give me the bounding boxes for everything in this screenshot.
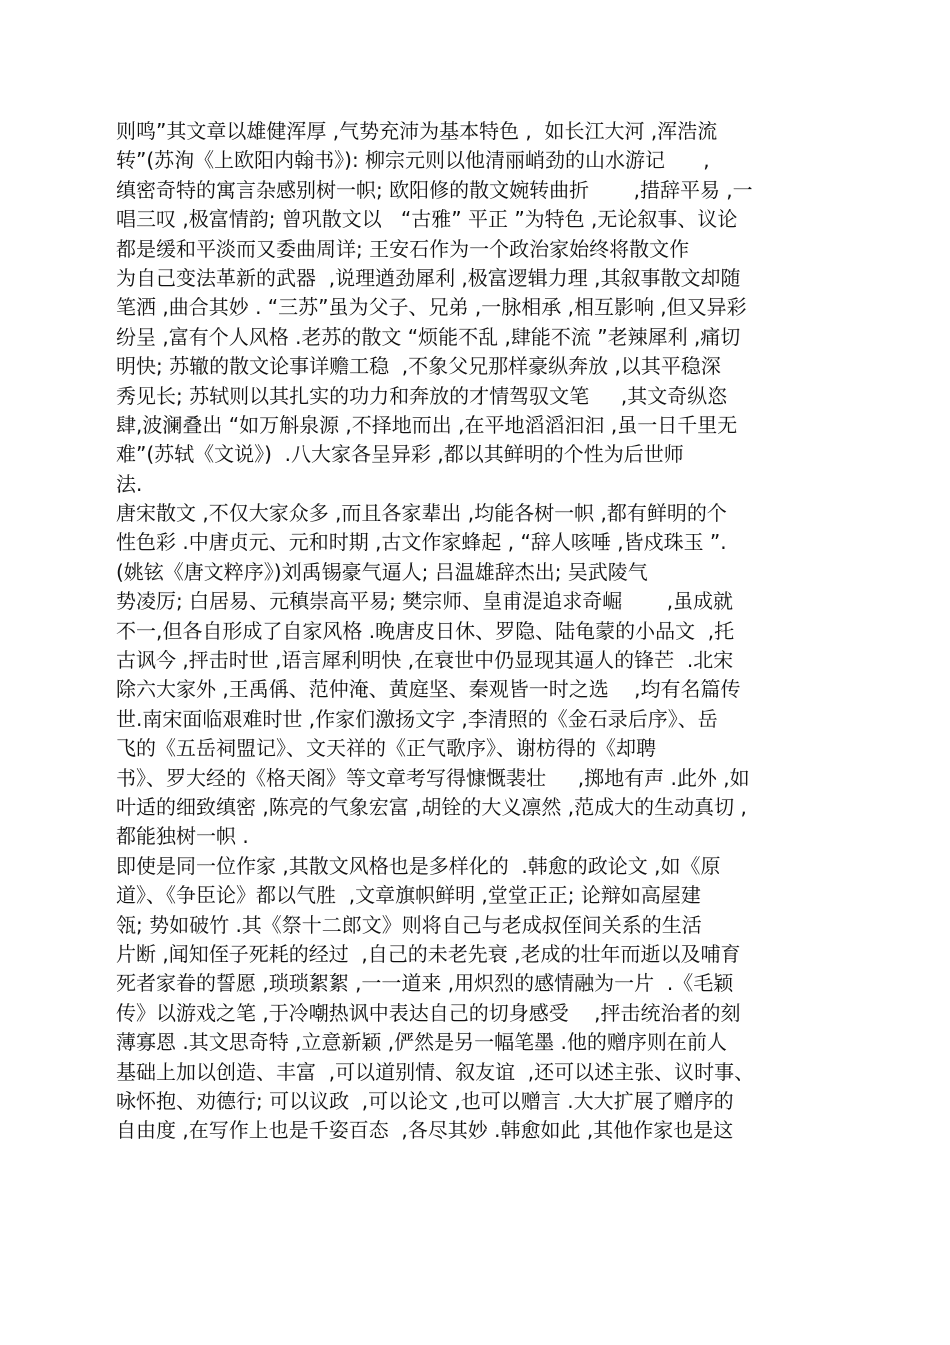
text-line: 难”(苏轼《文说》) .八大家各呈异彩 ,都以其鲜明的个性为后世师 [116, 442, 684, 467]
text-line: 古讽今 ,抨击时世 ,语言犀利明快 ,在衰世中仍显现其逼人的锋芒 .北宋 [116, 648, 734, 673]
text-line: 不一,但各自形成了自家风格 .晚唐皮日休、罗隐、陆龟蒙的小品文 ,托 [116, 618, 735, 643]
text-line: 纷呈 ,富有个人风格 .老苏的散文 “烦能不乱 ,肆能不流 ”老辣犀利 ,痛切 [116, 324, 741, 349]
text-line: 书》、罗大经的《格天阁》等文章考写得慷慨裴壮 ,掷地有声 .此外 ,如 [116, 765, 750, 790]
text-line: 片断 ,闻知侄子死耗的经过 ,自己的未老先衰 ,老成的壮年而逝以及哺育 [116, 941, 741, 966]
text-line: 则鸣”其文章以雄健浑厚 ,气势充沛为基本特色 , 如长江大河 ,浑浩流 [116, 119, 718, 143]
text-line: 除六大家外 ,王禹偁、范仲淹、黄庭坚、秦观皆一时之选 ,均有名篇传 [116, 677, 741, 702]
text-line: 为自己变法革新的武器 ,说理遒劲犀利 ,极富逻辑力理 ,其叙事散文却随 [116, 265, 741, 290]
text-line: 自由度 ,在写作上也是千姿百态 ,各尽其妙 .韩愈如此 ,其他作家也是这 [116, 1118, 734, 1143]
text-line: 死者家眷的誓愿 ,琐琐絮絮 ,一一道来 ,用炽烈的感情融为一片 .《毛颖 [116, 971, 734, 996]
text-line: 势凌厉; 白居易、元稹崇高平易; 樊宗师、皇甫湜追求奇崛 ,虽成就 [116, 589, 734, 614]
text-line: (姚铉《唐文粹序》)刘禹锡豪气逼人; 吕温雄辞杰出; 吴武陵气 [116, 559, 648, 584]
text-line: 法. [116, 471, 143, 496]
text-line: 肆,波澜叠出 “如万斛泉源 ,不择地而出 ,在平地滔滔汩汩 ,虽一日千里无 [116, 412, 738, 437]
text-line: 缜密奇特的寓言杂感别树一帜; 欧阳修的散文婉转曲折 ,措辞平易 ,一 [116, 177, 753, 202]
text-line: 笔洒 ,曲合其妙 . “三苏”虽为父子、兄弟 ,一脉相承 ,相互影响 ,但又异彩 [116, 295, 747, 320]
text-line: 都是缓和平淡而又委曲周详; 王安石作为一个政治家始终将散文作 [116, 236, 690, 261]
body-text [116, 117, 856, 1146]
text-line: 传》以游戏之笔 ,于冷嘲热讽中表达自己的切身感受 ,抨击统治者的刻 [116, 1000, 741, 1025]
text-line: 咏怀抱、劝德行; 可以议政 ,可以论文 ,也可以赠言 .大大扩展了赠序的 [116, 1088, 734, 1113]
text-line: 即使是同一位作家 ,其散文风格也是多样化的 .韩愈的政论文 ,如《原 [116, 853, 721, 878]
text-line: 明快; 苏辙的散文论事详赡工稳 ,不象父兄那样豪纵奔放 ,以其平稳深 [116, 354, 721, 379]
text-line: 性色彩 .中唐贞元、元和时期 ,古文作家蜂起 , “辞人咳唾 ,皆戍珠玉 ”. [116, 530, 727, 555]
text-line: 唐宋散文 ,不仅大家众多 ,而且各家辈出 ,均能各树一帜 ,都有鲜明的个 [116, 501, 727, 526]
text-line: 基础上加以创造、丰富 ,可以道别情、叙友谊 ,还可以述主张、议时事、 [116, 1059, 755, 1084]
text-line: 瓴; 势如破竹 .其《祭十二郎文》则将自己与老成叔侄间关系的生活 [116, 912, 702, 937]
text-line: 飞的《五岳祠盟记》、文天祥的《正气歌序》、谢枋得的《却聘 [116, 736, 656, 761]
text-line: 唱三叹 ,极富情韵; 曾巩散文以 “古雅” 平正 ”为特色 ,无论叙事、议论 [116, 207, 738, 232]
text-line: 秀见长; 苏轼则以其扎实的功力和奔放的才情驾驭文笔 ,其文奇纵恣 [116, 383, 728, 408]
text-line: 薄寡恩 .其文思奇特 ,立意新颖 ,俨然是另一幅笔墨 .他的赠序则在前人 [116, 1030, 727, 1055]
text-line: 叶适的细致缜密 ,陈亮的气象宏富 ,胡铨的大义凛然 ,范成大的生动真切 , [116, 794, 747, 819]
text-line: 都能独树一帜 . [116, 824, 249, 849]
text-line: 道》、《争臣论》都以气胜 ,文章旗帜鲜明 ,堂堂正正; 论辩如高屋建 [116, 883, 701, 908]
text-line: 转”(苏洵《上欧阳内翰书》): 柳宗元则以他清丽峭劲的山水游记 , [116, 148, 710, 173]
text-line: 世.南宋面临艰难时世 ,作家们激扬文字 ,李清照的《金石录后序》、岳 [116, 706, 718, 731]
